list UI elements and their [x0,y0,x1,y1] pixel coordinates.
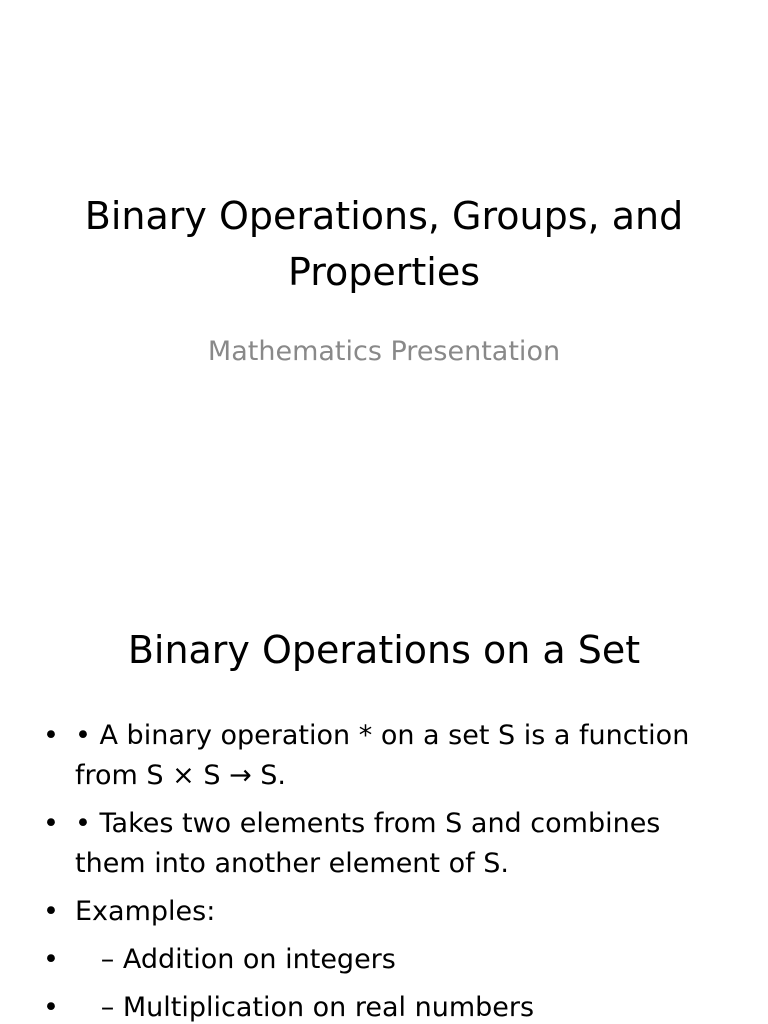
presentation-title: Binary Operations, Groups, and Properties [84,194,684,294]
slide-title: Binary Operations on a Set [127,628,641,672]
bullet-text: • A binary operation * on a set S is a function from S × S → S. [75,720,690,791]
bullet-item [40,940,728,980]
bullet-marker: • [43,720,59,751]
bullet-text: • Takes two elements from S and combines them into another element of S. [75,808,661,879]
bullet-marker: • [43,992,59,1023]
bullet-text: – Addition on integers [75,944,396,975]
bullet-marker: • [43,808,59,839]
content-slide [0,576,768,1024]
bullet-text: – Multiplication on real numbers [75,992,535,1023]
bullet-item [40,892,728,932]
bullet-item [40,988,728,1024]
bullet-text: Examples: [75,896,216,927]
bullet-list [40,716,728,1024]
bullet-item [40,804,728,884]
bullet-marker: • [43,896,59,927]
bullet-item [40,716,728,796]
bullet-marker: • [43,944,59,975]
presentation-subtitle: Mathematics Presentation [207,336,561,367]
